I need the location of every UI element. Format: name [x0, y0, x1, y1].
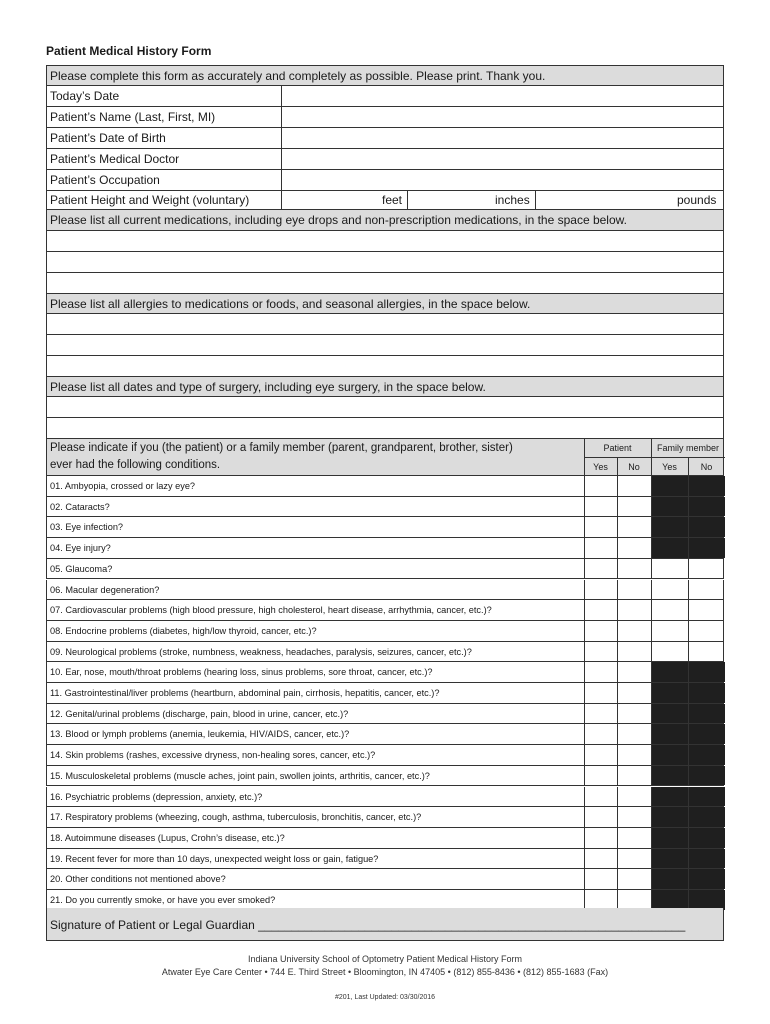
blocked-cell — [651, 683, 688, 703]
patient-yes-checkbox[interactable] — [584, 724, 617, 744]
family-yes-checkbox[interactable] — [651, 559, 688, 579]
patient-no-checkbox[interactable] — [617, 849, 651, 869]
signature-row[interactable] — [46, 908, 724, 941]
patient-no-checkbox[interactable] — [617, 600, 651, 620]
condition-row — [46, 849, 724, 870]
blocked-cell — [688, 497, 725, 517]
condition-label: 11. Gastrointestinal/liver problems (heartburn, abdominal pain, cirrhosis, hepatitis, cancer, etc.)? — [50, 688, 440, 698]
patient-no-checkbox[interactable] — [617, 704, 651, 724]
patient-yes-checkbox[interactable] — [584, 745, 617, 765]
family-no-checkbox[interactable] — [688, 580, 725, 600]
instructions-row — [46, 65, 724, 86]
surgery-line[interactable] — [46, 397, 724, 418]
patient-no-checkbox[interactable] — [617, 621, 651, 641]
patient-yes-checkbox[interactable] — [584, 621, 617, 641]
patient-yes-checkbox[interactable] — [584, 704, 617, 724]
condition-row — [46, 807, 724, 828]
patient-yes-checkbox[interactable] — [584, 538, 617, 558]
blocked-cell — [651, 828, 688, 848]
footer-form-number: #201, Last Updated: 03/30/2016 — [334, 994, 436, 1001]
blocked-cell — [688, 724, 725, 744]
condition-label: 18. Autoimmune diseases (Lupus, Crohn’s disease, etc.)? — [50, 832, 285, 843]
blocked-cell — [651, 787, 688, 807]
condition-row — [46, 580, 724, 601]
condition-label: 09. Neurological problems (stroke, numbness, weakness, headaches, paralysis, seizures, cancer, etc.)? — [50, 646, 472, 657]
patient-yes-checkbox[interactable] — [584, 580, 617, 600]
patient-no-header: No — [628, 462, 640, 472]
allergies-line[interactable] — [46, 356, 724, 377]
patient-no-checkbox[interactable] — [617, 890, 651, 910]
patient-no-checkbox[interactable] — [617, 580, 651, 600]
condition-row — [46, 787, 724, 808]
blocked-cell — [688, 476, 725, 496]
family-yes-header: Yes — [662, 462, 677, 472]
patient-yes-checkbox[interactable] — [584, 828, 617, 848]
family-no-checkbox[interactable] — [688, 559, 725, 579]
blocked-cell — [651, 704, 688, 724]
field-row — [46, 149, 724, 170]
surgery-prompt: Please list all dates and type of surgery, including eye surgery, in the space below. — [50, 380, 486, 394]
condition-label: 01. Ambyopia, crossed or lazy eye? — [50, 481, 196, 491]
signature-label: Signature of Patient or Legal Guardian ________________________________________________________________ — [50, 918, 686, 932]
patient-yes-checkbox[interactable] — [584, 787, 617, 807]
pounds-label: pounds — [677, 193, 717, 207]
condition-row — [46, 745, 724, 766]
field-label: Today’s Date — [50, 89, 120, 103]
condition-label: 06. Macular degeneration? — [50, 584, 160, 595]
condition-label: 03. Eye infection? — [50, 522, 124, 533]
family-yes-checkbox[interactable] — [651, 642, 688, 662]
blocked-cell — [688, 683, 725, 703]
patient-yes-checkbox[interactable] — [584, 600, 617, 620]
condition-label: 07. Cardiovascular problems (high blood pressure, high cholesterol, heart disease, arrhythmia, cancer, etc.)? — [50, 605, 492, 616]
condition-label: 13. Blood or lymph problems (anemia, leukemia, HIV/AIDS, cancer, etc.)? — [50, 729, 350, 740]
patient-no-checkbox[interactable] — [617, 807, 651, 827]
footer-school: Indiana University School of Optometry Patient Medical History Form — [247, 954, 523, 964]
blocked-cell — [688, 766, 725, 786]
family-no-header: No — [700, 462, 713, 472]
allergies-line[interactable] — [46, 314, 724, 335]
medications-prompt: Please list all current medications, including eye drops and non-prescription medications, in the space below. — [50, 213, 627, 227]
blocked-cell — [651, 476, 688, 496]
field-row — [46, 128, 724, 149]
patient-yes-checkbox[interactable] — [584, 497, 617, 517]
patient-no-checkbox[interactable] — [617, 538, 651, 558]
field-input[interactable] — [282, 107, 723, 127]
condition-row — [46, 683, 724, 704]
patient-no-checkbox[interactable] — [617, 724, 651, 744]
condition-row — [46, 538, 724, 559]
field-label: Patient’s Name (Last, First, MI) — [50, 110, 216, 124]
conditions-prompt-line1: Please indicate if you (the patient) or a family member (parent, grandparent, brother, sister) — [50, 442, 513, 454]
field-input[interactable] — [282, 149, 723, 169]
patient-yes-header: Yes — [593, 462, 608, 472]
condition-label: 14. Skin problems (rashes, excessive dryness, non-healing sores, cancer, etc.)? — [50, 750, 376, 761]
condition-label: 16. Psychiatric problems (depression, anxiety, etc.)? — [50, 791, 263, 802]
condition-row — [46, 766, 724, 787]
patient-no-checkbox[interactable] — [617, 476, 651, 496]
condition-label: 19. Recent fever for more than 10 days, unexpected weight loss or gain, fatigue? — [50, 853, 379, 864]
field-label: Patient’s Date of Birth — [50, 131, 166, 145]
medications-line[interactable] — [46, 231, 724, 252]
medications-header — [46, 210, 724, 231]
conditions-prompt-line2: ever had the following conditions. — [50, 459, 221, 471]
allergies-line[interactable] — [46, 335, 724, 356]
patient-no-checkbox[interactable] — [617, 766, 651, 786]
blocked-cell — [651, 890, 688, 910]
height-weight-row — [46, 190, 724, 210]
height-weight-label: Patient Height and Weight (voluntary) — [50, 193, 250, 207]
field-input[interactable] — [282, 86, 723, 106]
patient-no-checkbox[interactable] — [617, 869, 651, 889]
conditions-header — [46, 439, 724, 476]
field-label: Patient’s Medical Doctor — [50, 152, 180, 166]
condition-row — [46, 724, 724, 745]
patient-yes-checkbox[interactable] — [584, 766, 617, 786]
instructions-text: Please complete this form as accurately and completely as possible. Please print. Thank you. — [50, 69, 546, 83]
condition-label: 08. Endocrine problems (diabetes, high/low thyroid, cancer, etc.)? — [50, 625, 317, 636]
patient-yes-checkbox[interactable] — [584, 662, 617, 682]
condition-row — [46, 559, 724, 580]
field-row — [46, 107, 724, 128]
blocked-cell — [688, 787, 725, 807]
patient-yes-checkbox[interactable] — [584, 683, 617, 703]
family-no-checkbox[interactable] — [688, 642, 725, 662]
patient-no-checkbox[interactable] — [617, 787, 651, 807]
patient-no-checkbox[interactable] — [617, 642, 651, 662]
form-title: Patient Medical History Form — [46, 44, 212, 58]
condition-row — [46, 621, 724, 642]
field-row — [46, 170, 724, 191]
allergies-prompt: Please list all allergies to medications or foods, and seasonal allergies, in the space below. — [50, 297, 531, 311]
condition-label: 12. Genital/urinal problems (discharge, pain, blood in urine, cancer, etc.)? — [50, 708, 349, 719]
condition-row — [46, 828, 724, 849]
condition-row — [46, 497, 724, 518]
blocked-cell — [651, 745, 688, 765]
family-no-checkbox[interactable] — [688, 600, 725, 620]
blocked-cell — [651, 662, 688, 682]
condition-label: 10. Ear, nose, mouth/throat problems (hearing loss, sinus problems, sore throat, cancer, etc.)? — [50, 667, 433, 678]
patient-yes-checkbox[interactable] — [584, 517, 617, 537]
inches-label: inches — [495, 193, 530, 207]
blocked-cell — [651, 869, 688, 889]
blocked-cell — [688, 849, 725, 869]
condition-label: 20. Other conditions not mentioned above? — [50, 874, 226, 885]
field-input[interactable] — [282, 128, 723, 148]
blocked-cell — [688, 662, 725, 682]
allergies-header — [46, 294, 724, 314]
blocked-cell — [651, 497, 688, 517]
field-row — [46, 86, 724, 107]
patient-yes-checkbox[interactable] — [584, 869, 617, 889]
family-column-header: Family member — [656, 443, 719, 453]
patient-no-checkbox[interactable] — [617, 828, 651, 848]
family-yes-checkbox[interactable] — [651, 600, 688, 620]
blocked-cell — [651, 807, 688, 827]
field-input[interactable] — [282, 170, 723, 190]
patient-no-checkbox[interactable] — [617, 745, 651, 765]
blocked-cell — [651, 724, 688, 744]
patient-yes-checkbox[interactable] — [584, 807, 617, 827]
condition-row — [46, 662, 724, 683]
field-label: Patient’s Occupation — [50, 173, 160, 187]
family-no-checkbox[interactable] — [688, 621, 725, 641]
condition-label: 17. Respiratory problems (wheezing, cough, asthma, tuberculosis, bronchitis, cancer, etc.)? — [50, 812, 422, 823]
condition-label: 15. Musculoskeletal problems (muscle aches, joint pain, swollen joints, arthritis, cancer, etc.)? — [50, 770, 430, 781]
condition-label: 04. Eye injury? — [50, 543, 111, 554]
blocked-cell — [688, 890, 725, 910]
condition-label: 21. Do you currently smoke, or have you ever smoked? — [50, 895, 276, 905]
medications-line[interactable] — [46, 273, 724, 294]
surgery-header — [46, 377, 724, 397]
medications-line[interactable] — [46, 252, 724, 273]
blocked-cell — [651, 517, 688, 537]
patient-yes-checkbox[interactable] — [584, 642, 617, 662]
feet-label: feet — [382, 193, 403, 207]
blocked-cell — [688, 807, 725, 827]
condition-row — [46, 869, 724, 890]
patient-yes-checkbox[interactable] — [584, 476, 617, 496]
family-yes-checkbox[interactable] — [651, 621, 688, 641]
condition-row — [46, 476, 724, 497]
footer-address: Atwater Eye Care Center • 744 E. Third Street • Bloomington, IN 47405 • (812) 855-8436 • (812) 855-1683 (Fax) — [161, 967, 609, 977]
condition-row — [46, 600, 724, 621]
blocked-cell — [688, 704, 725, 724]
patient-no-checkbox[interactable] — [617, 517, 651, 537]
condition-label: 02. Cataracts? — [50, 501, 110, 512]
patient-no-checkbox[interactable] — [617, 559, 651, 579]
condition-row — [46, 704, 724, 725]
blocked-cell — [651, 849, 688, 869]
blocked-cell — [688, 745, 725, 765]
blocked-cell — [651, 538, 688, 558]
condition-row — [46, 642, 724, 663]
blocked-cell — [688, 869, 725, 889]
patient-column-header: Patient — [603, 443, 632, 453]
blocked-cell — [688, 828, 725, 848]
patient-no-checkbox[interactable] — [617, 497, 651, 517]
blocked-cell — [651, 766, 688, 786]
condition-row — [46, 517, 724, 538]
patient-yes-checkbox[interactable] — [584, 559, 617, 579]
blocked-cell — [688, 517, 725, 537]
patient-yes-checkbox[interactable] — [584, 849, 617, 869]
surgery-line[interactable] — [46, 418, 724, 439]
condition-label: 05. Glaucoma? — [50, 563, 113, 574]
patient-no-checkbox[interactable] — [617, 662, 651, 682]
family-yes-checkbox[interactable] — [651, 580, 688, 600]
patient-no-checkbox[interactable] — [617, 683, 651, 703]
patient-yes-checkbox[interactable] — [584, 890, 617, 910]
blocked-cell — [688, 538, 725, 558]
